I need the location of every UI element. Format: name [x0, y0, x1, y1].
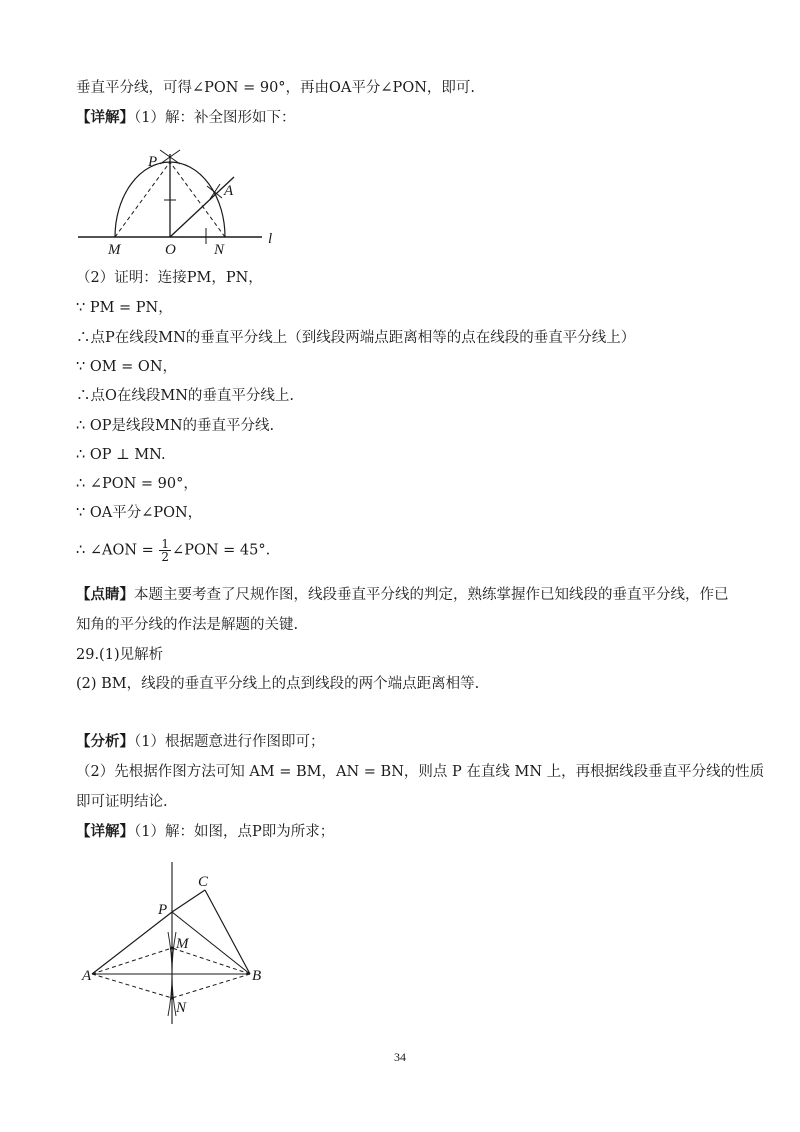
point-N: [170, 996, 173, 999]
text-line-1: 垂直平分线，可得∠PON = 90°，再由OA平分∠PON，即可.: [76, 80, 475, 96]
text-line-19: 即可证明结论.: [76, 794, 168, 810]
eq-left: ∴ ∠AON =: [76, 542, 154, 559]
text-line-18: （2）先根据作图方法可知 AM = BM，AN = BN，则点 P 在直线 MN 上，再根据线段垂直平分线的性质: [76, 764, 765, 780]
text-line-16: (2) BM，线段的垂直平分线上的点到线段的两个端点距离相等.: [76, 676, 480, 692]
text-line-4: ∵ PM = PN，: [76, 300, 173, 316]
label-O: O: [165, 242, 176, 258]
label-N: N: [214, 242, 225, 258]
text-line-9: ∴ OP ⊥ MN.: [76, 447, 166, 463]
segment-PC: [172, 890, 205, 912]
figure-1-semicircle: [72, 140, 292, 260]
text-line-12: [76, 538, 270, 563]
text-line-17: [76, 732, 324, 752]
eq-right: ∠PON = 45°.: [172, 542, 271, 559]
section-text: 本题主要考查了尺规作图，线段垂直平分线的判定，熟练掌握作已知线段的垂直平分线，作已: [134, 587, 729, 603]
text-line-11: ∵ OA平分∠PON，: [76, 505, 203, 521]
text-line-5: ∴点P在线段MN的垂直平分线上（到线段两端点距离相等的点在线段的垂直平分线上）: [76, 330, 636, 346]
dashed-AN: [92, 974, 172, 998]
text-line-10: ∴ ∠PON = 90°，: [76, 476, 198, 492]
section-tag: 【详解】: [76, 823, 134, 840]
dashed-PN: [170, 162, 225, 237]
text-line-13: [76, 585, 729, 605]
section-text: （1）解：补全图形如下：: [134, 110, 296, 126]
section-tag: 【详解】: [76, 109, 134, 126]
dashed-AM: [92, 948, 172, 974]
text-line-20: [76, 822, 334, 842]
label-M: M: [108, 242, 121, 258]
fraction-den: 2: [161, 550, 170, 564]
label-B: B: [252, 968, 262, 984]
figure-2-construction: [80, 860, 280, 1030]
section-tag: 【分析】: [76, 733, 134, 750]
label-P: P: [148, 154, 158, 170]
section-text: （1）根据题意进行作图即可；: [134, 734, 325, 750]
page-number: 34: [394, 1050, 406, 1064]
segment-CB: [205, 890, 250, 974]
label-M: M: [176, 936, 189, 952]
text-line-7: ∴点O在线段MN的垂直平分线上.: [76, 388, 295, 404]
segment-AP: [92, 912, 172, 974]
fraction-num: 1: [161, 537, 170, 551]
text-line-6: ∵ OM = ON，: [76, 359, 178, 375]
section-text: （1）解：如图，点P即为所求；: [134, 824, 335, 840]
label-A: A: [224, 183, 234, 199]
fraction-half: [159, 538, 171, 563]
label-A: A: [82, 968, 92, 984]
label-P: P: [158, 902, 168, 918]
section-tag: 【点睛】: [76, 586, 134, 603]
dashed-PM: [115, 162, 170, 237]
point-M: [170, 946, 173, 949]
dashed-BN: [172, 974, 250, 998]
label-N: N: [176, 1000, 187, 1016]
text-line-15: 29.(1)见解析: [76, 647, 164, 663]
text-line-8: ∴ OP是线段MN的垂直平分线.: [76, 418, 275, 434]
text-line-2: [76, 108, 295, 128]
text-line-3: （2）证明：连接PM，PN，: [76, 270, 263, 286]
label-l: l: [268, 231, 273, 247]
text-line-14: 知角的平分线的作法是解题的关键.: [76, 617, 299, 633]
label-C: C: [198, 874, 209, 890]
